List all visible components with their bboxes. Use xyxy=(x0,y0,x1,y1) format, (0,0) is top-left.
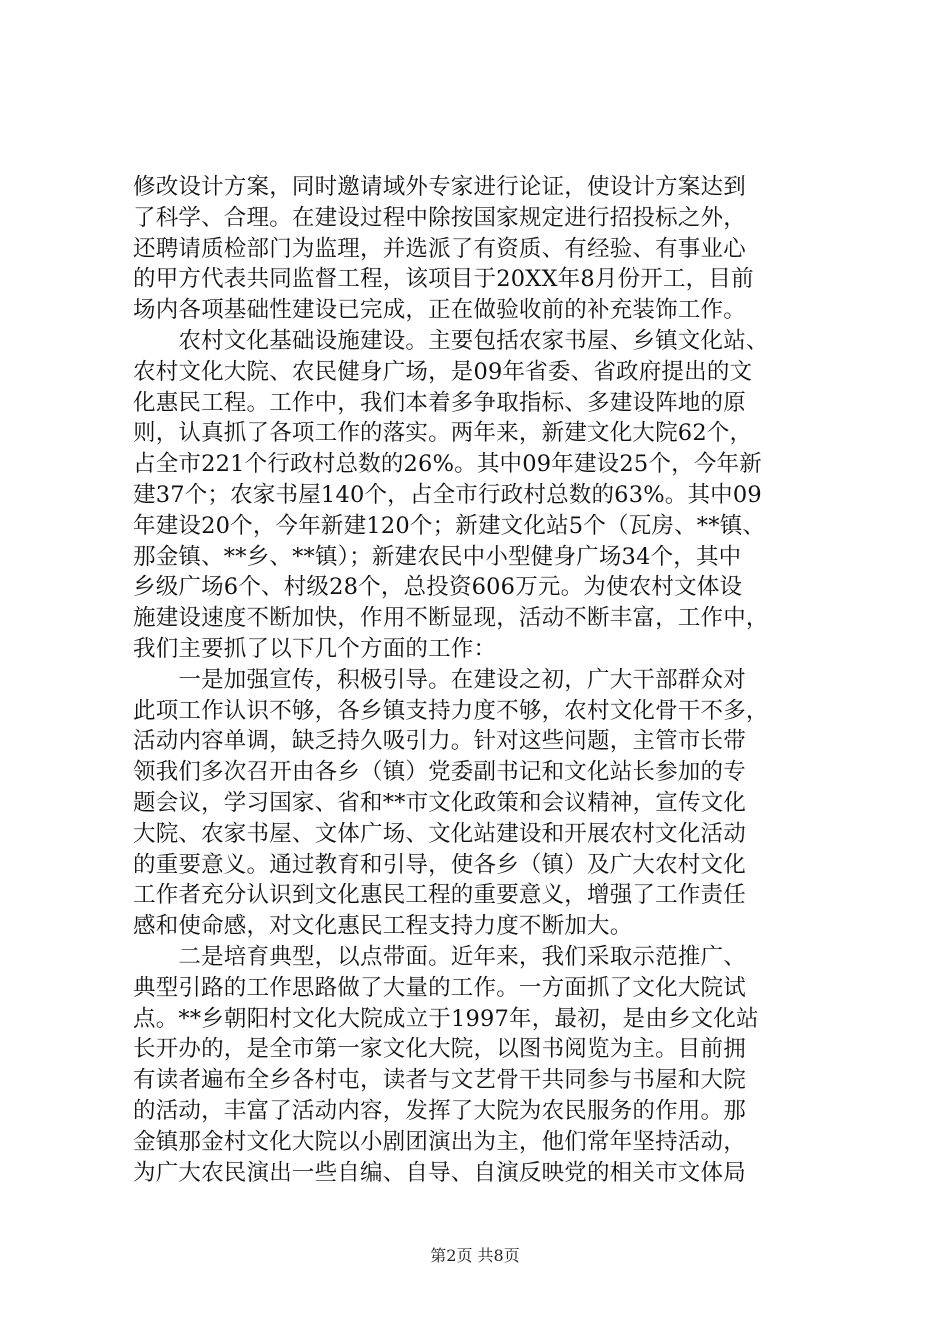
text-line: 农村文化大院、农民健身广场，是09年省委、省政府提出的文 xyxy=(133,358,753,385)
text-line: 年建设20个，今年新建120个；新建文化站5个（瓦房、**镇、 xyxy=(133,512,766,539)
text-line: 化惠民工程。工作中，我们本着多争取指标、多建设阵地的原 xyxy=(133,389,746,416)
text-line: 金镇那金村文化大院以小剧团演出为主，他们常年坚持活动， xyxy=(133,1128,746,1155)
text-line: 二是培育典型，以点带面。近年来，我们采取示范推广、 xyxy=(133,943,746,970)
text-line: 乡级广场6个、村级28个，总投资606万元。为使农村文体设 xyxy=(133,574,743,601)
text-line: 修改设计方案，同时邀请域外专家进行论证，使设计方案达到 xyxy=(133,174,746,200)
text-line: 农村文化基础设施建设。主要包括农家书屋、乡镇文化站、 xyxy=(133,327,769,354)
text-line: 典型引路的工作思路做了大量的工作。一方面抓了文化大院试 xyxy=(133,974,746,1001)
text-line: 工作者充分认识到文化惠民工程的重要意义，增强了工作责任 xyxy=(133,882,746,909)
text-line: 施建设速度不断加快，作用不断显现，活动不断丰富，工作中， xyxy=(133,605,769,632)
text-line: 还聘请质检部门为监理，并选派了有资质、有经验、有事业心 xyxy=(133,235,746,262)
text-line: 的甲方代表共同监督工程，该项目于20XX年8月份开工，目前 xyxy=(133,266,754,293)
text-line: 那金镇、**乡、**镇）；新建农民中小型健身广场34个，其中 xyxy=(133,543,742,570)
text-line: 题会议，学习国家、省和**市文化政策和会议精神，宣传文化 xyxy=(133,789,747,816)
text-line: 一是加强宣传，积极引导。在建设之初，广大干部群众对 xyxy=(133,666,746,693)
text-line: 感和使命感，对文化惠民工程支持力度不断加大。 xyxy=(133,913,633,940)
text-line: 点。**乡朝阳村文化大院成立于1997年，最初，是由乡文化站 xyxy=(133,1005,759,1032)
text-line: 为广大农民演出一些自编、自导、自演反映党的相关市文体局 xyxy=(133,1159,746,1186)
text-line: 大院、农家书屋、文体广场、文化站建设和开展农村文化活动 xyxy=(133,820,746,847)
text-line: 领我们多次召开由各乡（镇）党委副书记和文化站长参加的专 xyxy=(133,759,746,786)
text-line: 的重要意义。通过教育和引导，使各乡（镇）及广大农村文化 xyxy=(133,851,746,878)
page-footer: 第2页 共8页 xyxy=(430,1246,520,1265)
text-line: 占全市221个行政村总数的26%。其中09年建设25个，今年新 xyxy=(133,451,762,478)
text-line: 的活动，丰富了活动内容，发挥了大院为农民服务的作用。那 xyxy=(133,1097,746,1124)
text-line: 我们主要抓了以下几个方面的工作： xyxy=(133,635,497,662)
text-line: 场内各项基础性建设已完成，正在做验收前的补充装饰工作。 xyxy=(133,297,746,324)
text-line: 有读者遍布全乡各村屯，读者与文艺骨干共同参与书屋和大院 xyxy=(133,1067,746,1094)
text-line: 此项工作认识不够，各乡镇支持力度不够，农村文化骨干不多， xyxy=(133,697,769,724)
text-line: 则，认真抓了各项工作的落实。两年来，新建文化大院62个， xyxy=(133,420,753,447)
text-line: 了科学、合理。在建设过程中除按国家规定进行招投标之外， xyxy=(133,204,746,231)
body-text xyxy=(133,172,833,1188)
text-line: 长开办的，是全市第一家文化大院，以图书阅览为主。目前拥 xyxy=(133,1036,746,1063)
text-line: 建37个；农家书屋140个，占全市行政村总数的63%。其中09 xyxy=(133,481,762,508)
text-line: 活动内容单调，缺乏持久吸引力。针对这些问题，主管市长带 xyxy=(133,728,746,755)
